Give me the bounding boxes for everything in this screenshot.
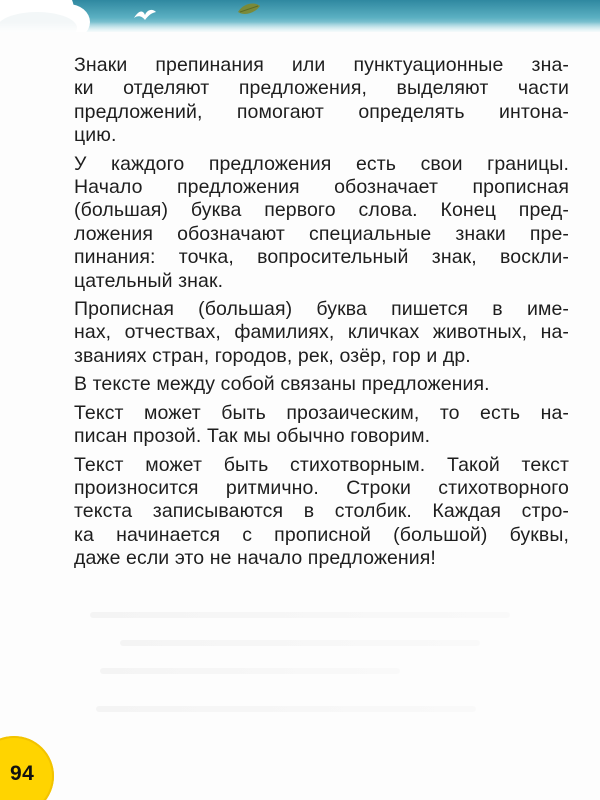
text-line: произносится ритмично. Строки стихотворного xyxy=(74,476,569,499)
text-line: ложения обозначают специальные знаки пре- xyxy=(74,222,569,245)
reverse-page-bleed xyxy=(96,706,476,712)
text-line: званиях стран, городов, рек, озёр, гор и др. xyxy=(74,344,471,367)
text-line: В тексте между собой связаны предложения. xyxy=(74,373,490,396)
text-line: Текст может быть стихотворным. Такой текст xyxy=(74,453,569,476)
main-text xyxy=(74,54,569,576)
text-line: пинания: точка, вопросительный знак, воскли- xyxy=(74,246,569,269)
paragraph xyxy=(74,454,569,571)
page-number: 94 xyxy=(10,762,35,785)
text-line: (большая) буква первого слова. Конец пред- xyxy=(74,199,569,222)
reverse-page-bleed xyxy=(120,640,480,646)
text-line: Знаки препинания или пунктуационные зна- xyxy=(74,54,569,76)
header-fade xyxy=(0,22,600,32)
text-line: Текст может быть прозаическим, то есть на- xyxy=(74,401,569,424)
text-line: ка начинается с прописной (большой) буквы, xyxy=(74,523,569,546)
reverse-page-bleed xyxy=(90,612,510,618)
text-line: писан прозой. Так мы обычно говорим. xyxy=(74,425,431,448)
text-line: нах, отчествах, фамилиях, кличках животных, на- xyxy=(74,321,569,344)
text-line: Начало предложения обозначает прописная xyxy=(74,176,569,199)
reverse-page-bleed xyxy=(100,668,400,674)
text-line: цию. xyxy=(74,124,117,147)
paragraph xyxy=(74,54,569,148)
leaf-icon xyxy=(236,2,262,16)
paragraph xyxy=(74,373,569,396)
bird-icon xyxy=(132,4,158,24)
text-line: предложений, помогают определять интона- xyxy=(74,100,569,123)
paragraph xyxy=(74,298,569,368)
text-line: даже если это не начало предложения! xyxy=(74,547,436,570)
text-line: ки отделяют предложения, выделяют части xyxy=(74,77,569,100)
paragraph xyxy=(74,153,569,293)
text-line: текста записываются в столбик. Каждая стро- xyxy=(74,500,569,523)
paragraph xyxy=(74,402,569,449)
header-illustration xyxy=(0,0,600,32)
text-line: цательный знак. xyxy=(74,269,224,292)
text-line: Прописная (большая) буква пишется в име- xyxy=(74,298,569,321)
text-line: У каждого предложения есть свои границы. xyxy=(74,152,569,175)
